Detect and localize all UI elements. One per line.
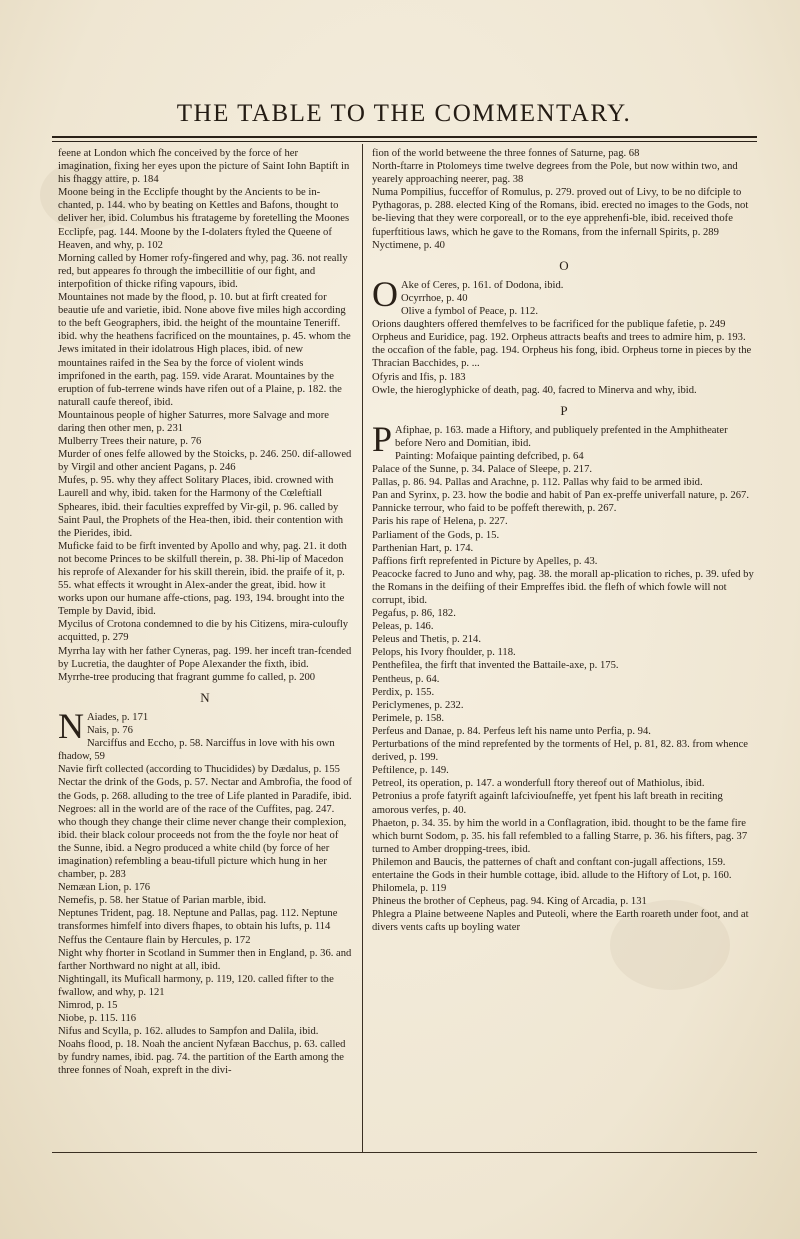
index-entry: Perdix, p. 155. — [372, 686, 435, 698]
index-entry: PAfiphae, p. 163. made a Hiftory, and publiquely prefented in the Amphitheater before Nero and Domitian, ibid. — [372, 418, 728, 459]
index-entry: Pentheus, p. 64. — [372, 673, 440, 685]
index-entry: Parliament of the Gods, p. 15. — [372, 529, 500, 541]
index-entry: Niobe, p. 115. 116 — [58, 1013, 137, 1025]
section-letter: O — [559, 257, 569, 273]
index-entry: Perimele, p. 158. — [372, 712, 445, 724]
index-entry: Olive a fymbol of Peace, p. 112. — [401, 306, 538, 318]
index-entry: Navie firft collected (according to Thucidides) by Dædalus, p. 155 — [58, 764, 340, 776]
index-entry: North-ftarre in Ptolomeys time twelve degrees from the Pole, but now within two, and yearely approaching neerer, pag. 38 — [372, 161, 738, 186]
footer-rule — [52, 1152, 757, 1153]
index-entry: Phineus the brother of Cepheus, pag. 94. King of Arcadia, p. 131 — [372, 896, 647, 908]
index-entry: Mulberry Trees their nature, p. 76 — [58, 436, 202, 448]
index-entry: Neptunes Trident, pag. 18. Neptune and Pallas, pag. 112. Neptune transformes himfelf into divers fhapes, to obtain his lufts, p. 114 — [58, 908, 338, 933]
index-entry: Perturbations of the mind reprefented by the torments of Hel, p. 81, 82. 83. from whence derived, p. 199. — [372, 739, 748, 764]
index-entry: Mufes, p. 95. why they affect Solitary Places, ibid. crowned with Laurell and why, ibid. taken for the Harmony of the Cœleftiall Spheares, ibid. their faculties expreffed by Vir-gil, p. 96. called by Saint Paul, the Prophets of the Hea-then, ibid. their contention with the Pierides, ibid. — [58, 475, 344, 539]
left-column — [58, 147, 352, 1150]
index-entry: Peftilence, p. 149. — [372, 765, 449, 777]
index-entry: Moone being in the Ecclipfe thought by the Ancients to be in-chanted, p. 144. who by beating on Kettles and Bafons, thought to deliver her, ibid. Columbus his ftratageme by foretelling the Moones Ecclipfe, pag. 144. Moone by the I-dolaters ftyled the Queene of Heaven, and why, p. 102 — [58, 187, 350, 251]
index-entry: Nemefis, p. 58. her Statue of Parian marble, ibid. — [58, 895, 266, 907]
index-entry: Paffions firft reprefented in Picture by Apelles, p. 43. — [372, 555, 598, 567]
index-entry: Periclymenes, p. 232. — [372, 699, 464, 711]
index-entry: Orions daughters offered themfelves to be facrificed for the publique fafetie, p. 249 — [372, 319, 726, 331]
index-entry: Pan and Syrinx, p. 23. how the bodie and habit of Pan ex-preffe univerfall nature, p. 267. — [372, 490, 749, 502]
index-entry: Nyctimene, p. 40 — [372, 239, 445, 251]
index-entry: Philomela, p. 119 — [372, 883, 447, 895]
index-entry: Pegafus, p. 86, 182. — [372, 608, 456, 620]
index-entry: Pelops, his Ivory fhoulder, p. 118. — [372, 647, 516, 659]
index-entry: OAke of Ceres, p. 161. of Dodona, ibid. — [372, 273, 564, 314]
index-entry: Nifus and Scylla, p. 162. alludes to Sampfon and Dalila, ibid. — [58, 1026, 319, 1038]
index-entry: Peleas, p. 146. — [372, 621, 434, 633]
index-entry: Mountaines not made by the flood, p. 10. but at firft created for beautie ufe and varietie, ibid. None above five miles high according to the beft Geographers, ibid. the height of the mountaine Teneriff. ibid. why the heathens facrificed on the mountaines, p. 45. whom the Jews imitated in their idolatrous High places, ibid. of new mountaines raifed in the Sea by the force of violent winds imprifoned in the earth, pag. 159. vide Ararat. Mountaines by the eruption of fub-terrene winds have rifen out of a Plaine, p. 182. the naturall caufe thereof, ibid. — [58, 292, 351, 408]
index-entry: Mountainous people of higher Saturres, more Salvage and more daring then other men, p. 231 — [58, 409, 329, 434]
section-letter: N — [200, 689, 210, 705]
index-entry: Owle, the hieroglyphicke of death, pag. 40, facred to Minerva and why, ibid. — [372, 384, 697, 396]
index-entry: Pallas, p. 86. 94. Pallas and Arachne, p. 112. Pallas why faid to be armed ibid. — [372, 477, 703, 489]
column-divider — [362, 144, 363, 1152]
index-entry: Mycilus of Crotona condemned to die by his Citizens, mira-culoufly acquitted, p. 279 — [58, 619, 349, 644]
index-entry: Ocyrrhoe, p. 40 — [401, 292, 468, 304]
index-entry: Morning called by Homer rofy-fingered and why, pag. 36. not really red, but appeares fo through the imbecillitie of our fight, and interpofition of thicke rifing vapours, ibid. — [58, 252, 348, 290]
header-rule — [52, 136, 757, 138]
index-entry: Parthenian Hart, p. 174. — [372, 542, 474, 554]
index-entry: Phaeton, p. 34. 35. by him the world in a Conflagration, ibid. thought to be the fame fire which burnt Sodom, p. 35. his fall refembled to a falling Starre, p. 36. his fifters, pag. 37 turned to Amber dropping-trees, ibid. — [372, 817, 748, 855]
index-entry: Myrrha lay with her father Cyneras, pag. 199. her inceft tran-fcended by Lucretia, the daughter of Pope Alexander the fixth, ibid. — [58, 645, 352, 670]
index-entry: Penthefilea, the firft that invented the Battaile-axe, p. 175. — [372, 660, 619, 672]
index-entry: Painting: Mofaique painting defcribed, p. 64 — [395, 450, 584, 462]
index-entry: Peacocke facred to Juno and why, pag. 38. the morall ap-plication to riches, p. 39. ufed by the Romans in the deifiing of their Empreffes ibid. the flefh of which fowle will not corrupt, ibid. — [372, 568, 754, 606]
page-title: THE TABLE TO THE COMMENTARY. — [176, 100, 632, 127]
index-entry: Petronius a profe fatyrift againft lafciviouſneffe, yet fpent his laft breath in reciting amorous verfes, p. 40. — [372, 791, 723, 816]
index-entry: Muficke faid to be firft invented by Apollo and why, pag. 21. it doth not become Princes to be skilfull therein, p. 38. Phi-lip of Macedon his reprofe of Alexander for his skill therein, ibid. the praife of it, p. 55. what effects it wrought in Alex-ander the great, ibid. how it works upon our humane affe-ctions, pag. 193, 194. brought into the Temple by David, ibid. — [58, 540, 347, 618]
index-entry: Orpheus and Euridice, pag. 192. Orpheus attracts beafts and trees to admire him, p. 193. the occafion of the fable, pag. 194. Orpheus his fong, ibid. Orpheus torne in pieces by the Thracian Bacchides, p. ... — [372, 332, 752, 370]
section-letter: P — [560, 402, 568, 418]
index-entry: Nais, p. 76 — [87, 725, 133, 737]
index-entry: Peleus and Thetis, p. 214. — [372, 634, 481, 646]
index-entry: Murder of ones felfe allowed by the Stoicks, p. 246. 250. dif-allowed by Virgil and other ancient Pagans, p. 246 — [58, 449, 352, 474]
index-entry: Neffus the Centaure flain by Hercules, p. 172 — [58, 934, 251, 946]
right-column — [372, 147, 756, 1150]
index-entry: Night why fhorter in Scotland in Summer then in England, p. 36. and farther Northward no night at all, ibid. — [58, 947, 352, 972]
index-entry: Perfeus and Danae, p. 84. Perfeus left his name unto Perfia, p. 94. — [372, 725, 651, 737]
index-entry: Myrrhe-tree producing that fragrant gumme fo called, p. 200 — [58, 671, 316, 683]
index-entry: Nimrod, p. 15 — [58, 1000, 118, 1011]
index-entry: Phlegra a Plaine betweene Naples and Puteoli, where the Earth roareth under foot, and at divers vents cafts up boyling water — [372, 909, 749, 934]
index-entry: Palace of the Sunne, p. 34. Palace of Sleepe, p. 217. — [372, 464, 593, 476]
index-entry: NAiades, p. 171 — [58, 705, 149, 746]
index-entry: fion of the world betweene the three fonnes of Saturne, pag. 68 — [372, 148, 640, 159]
index-entry: Numa Pompilius, fucceffor of Romulus, p. 279. proved out of Livy, to be no difciple to Pythagoras, p. 288. elected King of the Romans, ibid. erected no images to the Gods, not be-lieving that they were corporeall, or to the eye apprehenfi-ble, ibid. received thofe fuperftitious laws, which he gave to the Romans, from the infernall Spirits, p. 289 — [372, 187, 749, 238]
index-entry: Nemæan Lion, p. 176 — [58, 882, 151, 894]
index-entry: Narciffus and Eccho, p. 58. Narciffus in love with his own fhadow, 59 — [58, 738, 335, 763]
index-entry: Philemon and Baucis, the patternes of chaft and conftant con-jugall affections, 159. entertaine the Gods in their humble cottage, ibid. allude to the Hiftory of Lot, p. 160. — [372, 856, 732, 881]
index-entry: Ofyris and Ifis, p. 183 — [372, 371, 466, 383]
index-entry: Nectar the drink of the Gods, p. 57. Nectar and Ambrofia, the food of the Gods, p. 268. alluding to the tree of Life planted in Paradife, ibid. — [58, 777, 352, 802]
index-entry: Negroes: all in the world are of the race of the Cuffites, pag. 247. who though they change their clime never change their complexion, ibid. their black colour proceeds not from the the foyle nor heat of the Sunne, ibid. a Negro produced a white child (by force of her imagination) refembling a beau-tifull picture which hung in her chamber, p. 283 — [58, 803, 347, 881]
index-entry: Petreol, its operation, p. 147. a wonderfull ftory thereof out of Mathiolus, ibid. — [372, 778, 705, 790]
index-entry: Pannicke terrour, who faid to be poffeft therewith, p. 267. — [372, 503, 617, 515]
index-entry: Nightingall, its Muficall harmony, p. 119, 120. called fifter to the fwallow, and why, p. 121 — [58, 973, 334, 998]
index-entry: Paris his rape of Helena, p. 227. — [372, 516, 508, 528]
index-entry: Noahs flood, p. 18. Noah the ancient Nyfæan Bacchus, p. 63. called by fundry names, ibid. pag. 74. the partition of the Earth among the three fonnes of Noah, expreft in the divi- — [58, 1039, 346, 1077]
header-rule-thin — [52, 141, 757, 142]
index-entry: feene at London which fhe conceived by the force of her imagination, fixing her eyes upon the picture of Saint Iohn Baptift in his fhaggy attire, p. 184 — [58, 148, 350, 186]
